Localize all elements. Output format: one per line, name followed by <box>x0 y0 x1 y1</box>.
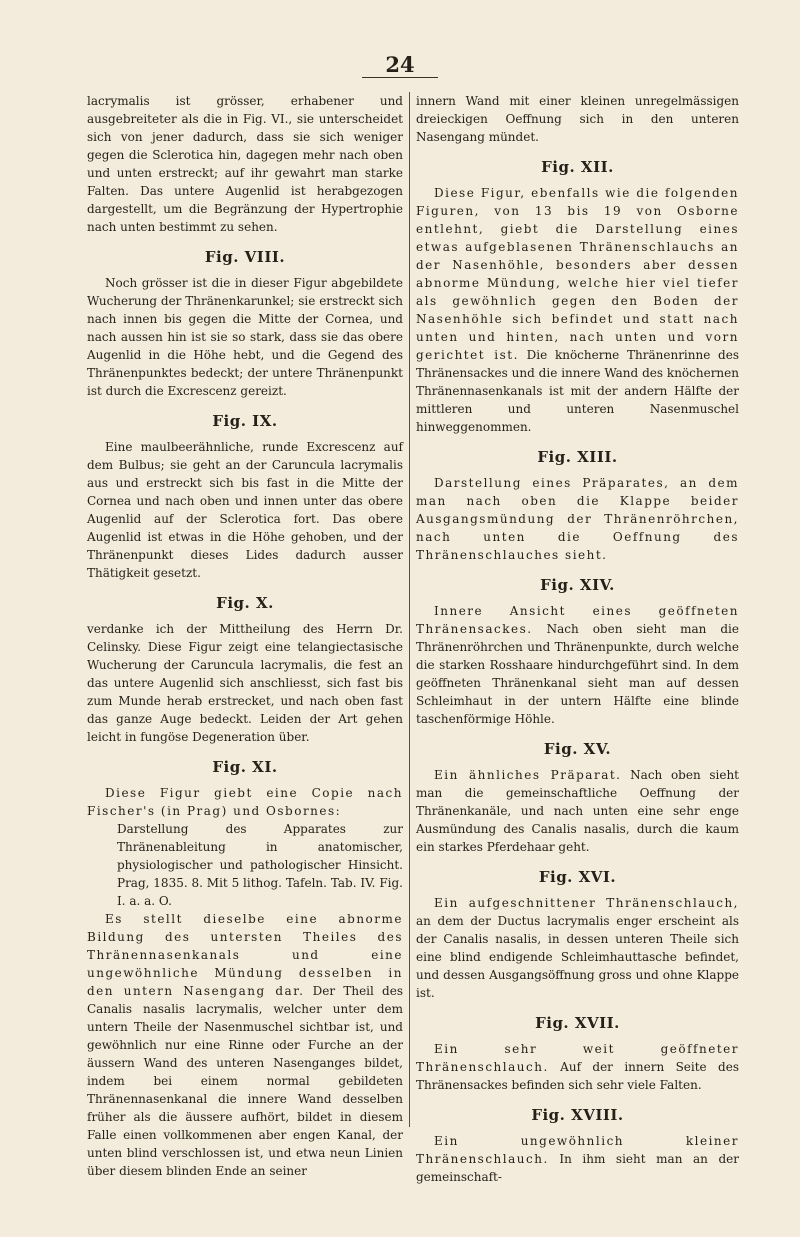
paragraph-fig-x: verdanke ich der Mittheilung des Herrn Dr. Celinsky. Diese Figur zeigt eine telangiectasische Wucherung der Caruncula lacrymalis, die fest an das untere Augenlid sich anschliesst, sich fast bis zum Munde herab erstrecket, und nach oben fast das ganze Auge bedeckt. Leiden der Art gehen leicht in fungöse Degeneration über. <box>87 622 403 744</box>
paragraph: innern Wand mit einer kleinen unregelmässigen dreieckigen Oeffnung sich in den unteren Nasengang mündet. <box>416 94 739 144</box>
spaced-text: Ein ähnliches Präparat. <box>434 768 622 782</box>
spaced-text: Ein sehr weit geöffneter Thränenschlauch. <box>416 1042 739 1074</box>
spaced-text: Ein ungewöhnlich kleiner Thränenschlauch. <box>416 1134 739 1166</box>
figure-heading-xi: Fig. XI. <box>212 758 278 776</box>
spaced-text: Ein aufgeschnittener Thränenschlauch, <box>434 896 739 910</box>
figure-heading-xvi: Fig. XVI. <box>538 868 617 886</box>
figure-heading-xiii: Fig. XIII. <box>537 448 618 466</box>
paragraph-fig-xiii: Darstellung eines Präparates, an dem man nach oben die Klappe beider Ausgangsmündung der Thränenröhrchen, nach unten die Oeffnung des Thränenschlauches sieht. <box>416 476 739 562</box>
paragraph: lacrymalis ist grösser, erhabener und ausgebreiteter als die in Fig. VI., sie unterscheidet sich von jener dadurch, dass sie sich weniger gegen die Sclerotica hin, dagegen mehr nach oben und unten erstreckt; auf ihr gewahrt man starke Falten. Das untere Augenlid ist herabgezogen dargestellt, um die Begränzung der Hypertrophie nach unten bestimmt zu sehen. <box>87 94 403 234</box>
paragraph-fig-xi-intro: Diese Figur giebt eine Copie nach Fischer's (in Prag) und Osbornes: <box>87 786 403 818</box>
figure-heading-ix: Fig. IX. <box>212 412 278 430</box>
figure-heading-xv: Fig. XV. <box>543 740 612 758</box>
figure-heading-xvii: Fig. XVII. <box>535 1014 620 1032</box>
body-text: an dem der Ductus lacrymalis enger erscheint als der Canalis nasalis, in dessen unteren Theile sich eine blind endigende Schleimhauttasche befindet, und dessen Ausgangsöffnung gross und ohne Klappe ist. <box>416 914 739 1000</box>
page-number: 24 <box>385 52 415 77</box>
header-rule <box>362 77 438 78</box>
figure-heading-viii: Fig. VIII. <box>204 248 286 266</box>
body-text: Nach oben sieht man die Thränenröhrchen und Thränenpunkte, durch welche die starken Rosshaare hindurchgeführt sind. In dem geöffneten Thränenkanal sieht man auf dessen Schleimhaut in der untern Hälfte eine blinde taschenförmige Höhle. <box>416 622 739 726</box>
spaced-text: Innere Ansicht eines geöffneten Thränensackes. <box>416 604 739 636</box>
figure-heading-xiv: Fig. XIV. <box>540 576 615 594</box>
body-text: Nach oben sieht man die gemeinschaftliche Oeffnung der Thränenkanäle, und nach unten eine sehr enge Ausmündung des Canalis nasalis, durch die kaum ein starkes Pferdehaar geht. <box>416 768 740 854</box>
left-column <box>87 92 403 1180</box>
spaced-text: Diese Figur, ebenfalls wie die folgenden Figuren, von 13 bis 19 von Osborne entlehnt, giebt die Darstellung eines etwas aufgeblasenen Thränenschlauchs an der Nasenhöhle, besonders aber dessen abnorme Mündung, welche hier viel tiefer als gewöhnlich gegen den Boden der Nasenhöhle sich befindet und statt nach unten und hinten, nach unten und vorn gerichtet ist. <box>416 186 739 362</box>
body-text: In ihm sieht man an der gemeinschaft- <box>416 1152 739 1184</box>
right-column <box>416 92 739 1186</box>
spaced-text: Es stellt dieselbe eine abnorme Bildung des untersten Theiles des Thränennasenkanals und eine ungewöhnliche Mündung desselben in den untern Nasengang dar. <box>87 912 403 998</box>
figure-heading-xii: Fig. XII. <box>541 158 614 176</box>
body-text: Auf der innern Seite des Thränensackes befinden sich sehr viele Falten. <box>416 1060 739 1092</box>
body-text: Der Theil des Canalis nasalis lacrymalis, welcher unter dem untern Theile der Nasenmuschel sichtbar ist, und gewöhnlich nur eine Rinne oder Furche an der äussern Wand des unteren Nasenganges bildet, indem bei einem normal gebildeten Thränennasenkanal die innere Wand desselben früher als die äussere aufhört, bildet in diesem Falle einen vollkommenen aber engen Kanal, der unten blind verschlossen ist, und etwa neun Linien über diesem blinden Ende an seiner <box>87 984 403 1178</box>
paragraph-fig-xi-body <box>87 910 403 1180</box>
citation-block: Darstellung des Apparates zur Thränenableitung in anatomischer, physiologischer und pathologischer Hinsicht. Prag, 1835. 8. Mit 5 lithog. Tafeln. Tab. IV. Fig. I. a. a. O. <box>117 822 403 908</box>
figure-heading-x: Fig. X. <box>216 594 274 612</box>
body-text: Die knöcherne Thränenrinne des Thränensackes und die innere Wand des knöchernen Thränennasenkanals ist mit der andern Hälfte der mittleren und unteren Nasenmuschel hinweggenommen. <box>416 348 740 434</box>
paragraph-fig-ix: Eine maulbeerähnliche, runde Excrescenz auf dem Bulbus; sie geht an der Caruncula lacrymalis aus und erstreckt sich bis fast in die Mitte der Cornea und nach oben und innen unter das obere Augenlid auf der Sclerotica fort. Das obere Augenlid ist etwas in die Höhe gehoben, und der Thränenpunkt dieses Lides dadurch ausser Thätigkeit gesetzt. <box>87 440 403 580</box>
paragraph-fig-viii: Noch grösser ist die in dieser Figur abgebildete Wucherung der Thränenkarunkel; sie erstreckt sich nach innen bis gegen die Mitte der Cornea, und nach aussen hin ist sie so stark, dass sie das obere Augenlid in die Höhe hebt, und die Gegend des Thränenpunktes bedeckt; der untere Thränenpunkt ist durch die Excrescenz gereizt. <box>87 276 403 398</box>
figure-heading-xviii: Fig. XVIII. <box>531 1106 624 1124</box>
column-divider <box>409 92 410 1127</box>
